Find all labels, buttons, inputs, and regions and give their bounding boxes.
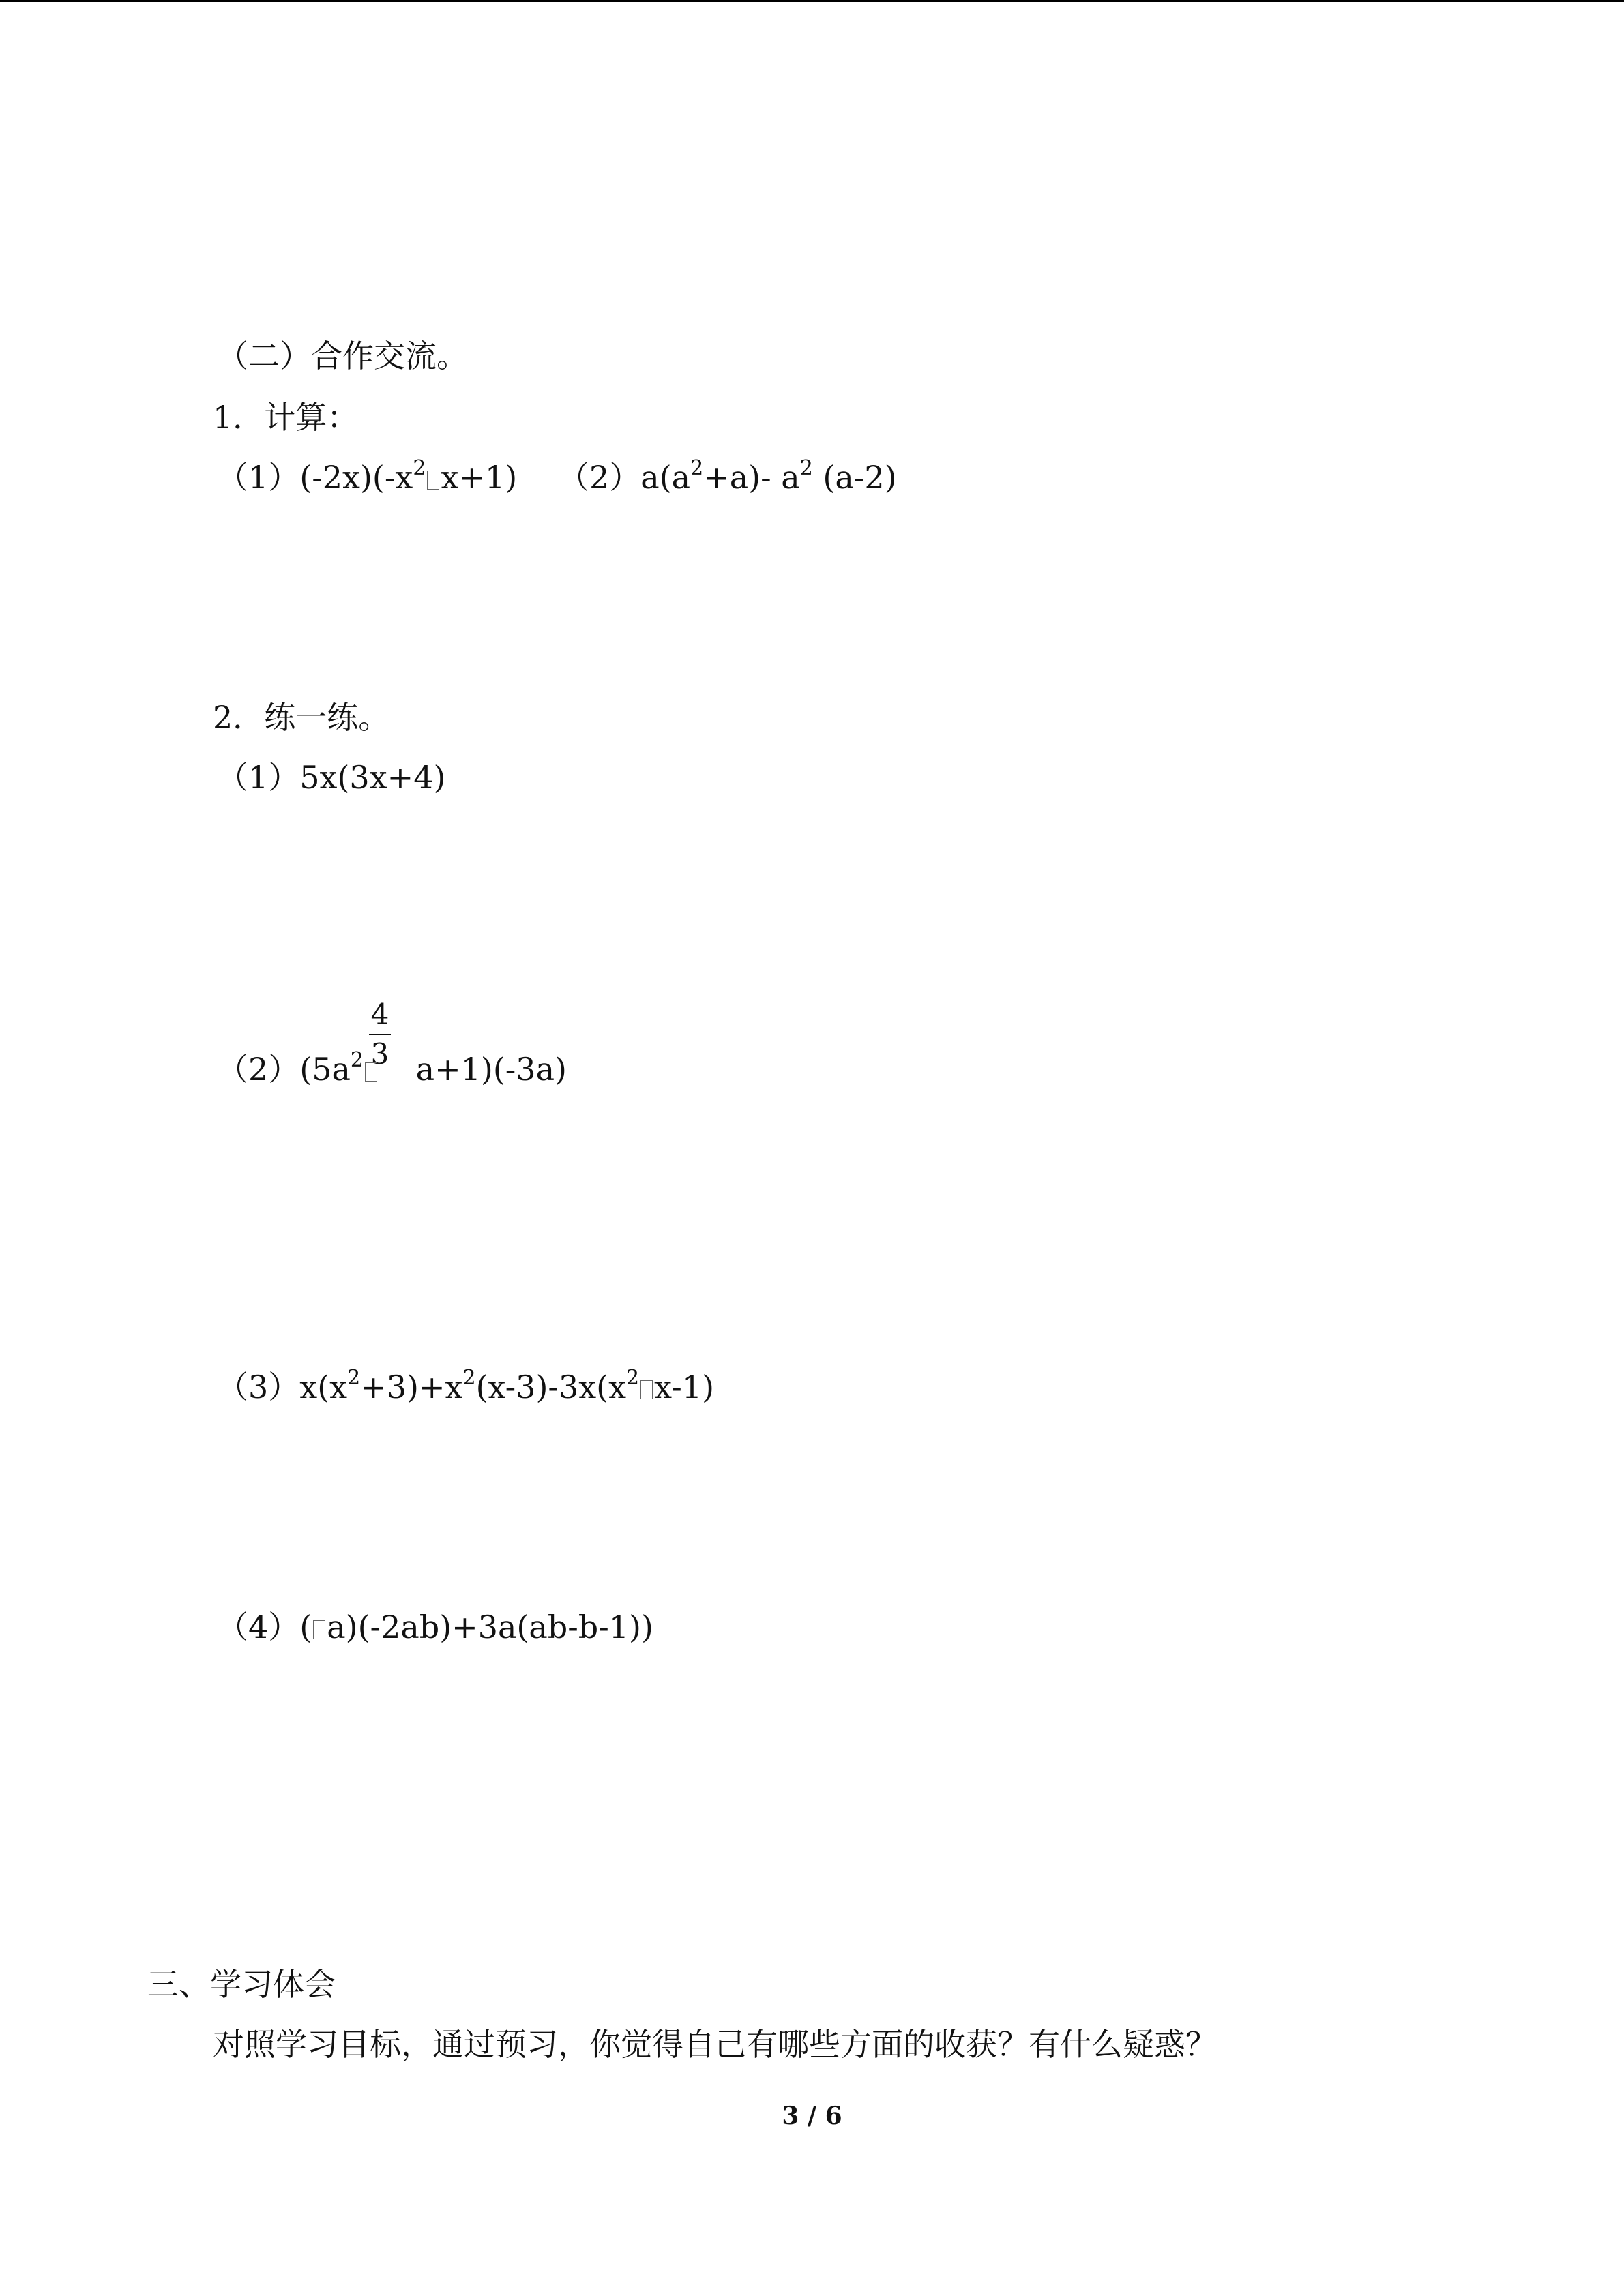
- fraction-denominator: 3: [370, 1037, 389, 1071]
- q1-problem-1: [217, 457, 517, 498]
- q2-title: 2．练一练。: [213, 699, 390, 736]
- expr-part: +3)+x: [360, 1369, 463, 1405]
- expr-part: x(x: [299, 1369, 348, 1405]
- problem-label: （2）: [217, 1051, 300, 1088]
- expr-part: a(a: [640, 459, 691, 496]
- problem-label: （2）: [558, 459, 641, 496]
- expr-part: (5a: [299, 1051, 351, 1088]
- missing-symbol-box: [640, 1380, 653, 1399]
- q2-problem-2: [217, 1049, 567, 1090]
- missing-symbol-box: [427, 471, 439, 490]
- q2-problem-4: [217, 1607, 653, 1648]
- expr-part: (a-2): [812, 459, 897, 496]
- exponent: 2: [690, 456, 704, 480]
- expr-part: a)(-2ab)+3a(ab-b-1)): [327, 1609, 653, 1645]
- expr-part: (x-3)-3x(x: [475, 1369, 627, 1405]
- q1-problem-2: [558, 457, 897, 498]
- reflection-heading: 三、学习体会: [147, 1966, 336, 2003]
- top-border-rule: [0, 0, 1624, 2]
- exponent: 2: [347, 1366, 361, 1390]
- expr-part: a+1)(-3a): [406, 1051, 567, 1088]
- reflection-prompt: 对照学习目标，通过预习，你觉得自己有哪些方面的收获？有什么疑惑？: [213, 2026, 1217, 2063]
- missing-symbol-box: [365, 1062, 377, 1082]
- exponent: 2: [462, 1366, 476, 1390]
- exponent: 2: [799, 456, 813, 480]
- cooperation-heading: （二）合作交流。: [217, 338, 468, 374]
- problem-label: （4）: [217, 1609, 300, 1645]
- q2-problem-1: [217, 757, 445, 798]
- expr-part: x+1): [441, 459, 518, 496]
- exponent: 2: [413, 456, 426, 480]
- missing-symbol-box: [313, 1620, 325, 1639]
- fraction-numerator: 4: [370, 998, 389, 1031]
- expr-part: +a)- a: [703, 459, 800, 496]
- expr-part: 5x(3x+4): [299, 759, 446, 796]
- exponent: 2: [350, 1048, 364, 1072]
- expr-part: (-2x)(-x: [299, 459, 413, 496]
- expr-part: (: [299, 1609, 312, 1645]
- page-number: 3 / 6: [782, 2102, 842, 2130]
- exponent: 2: [626, 1366, 640, 1390]
- q2-problem-3: [217, 1367, 714, 1407]
- q1-title: 1．计算：: [213, 399, 359, 436]
- problem-label: （1）: [217, 759, 300, 796]
- problem-label: （3）: [217, 1369, 300, 1405]
- fraction-bar: [369, 1034, 391, 1035]
- problem-label: （1）: [217, 459, 300, 496]
- expr-part: x-1): [654, 1369, 715, 1405]
